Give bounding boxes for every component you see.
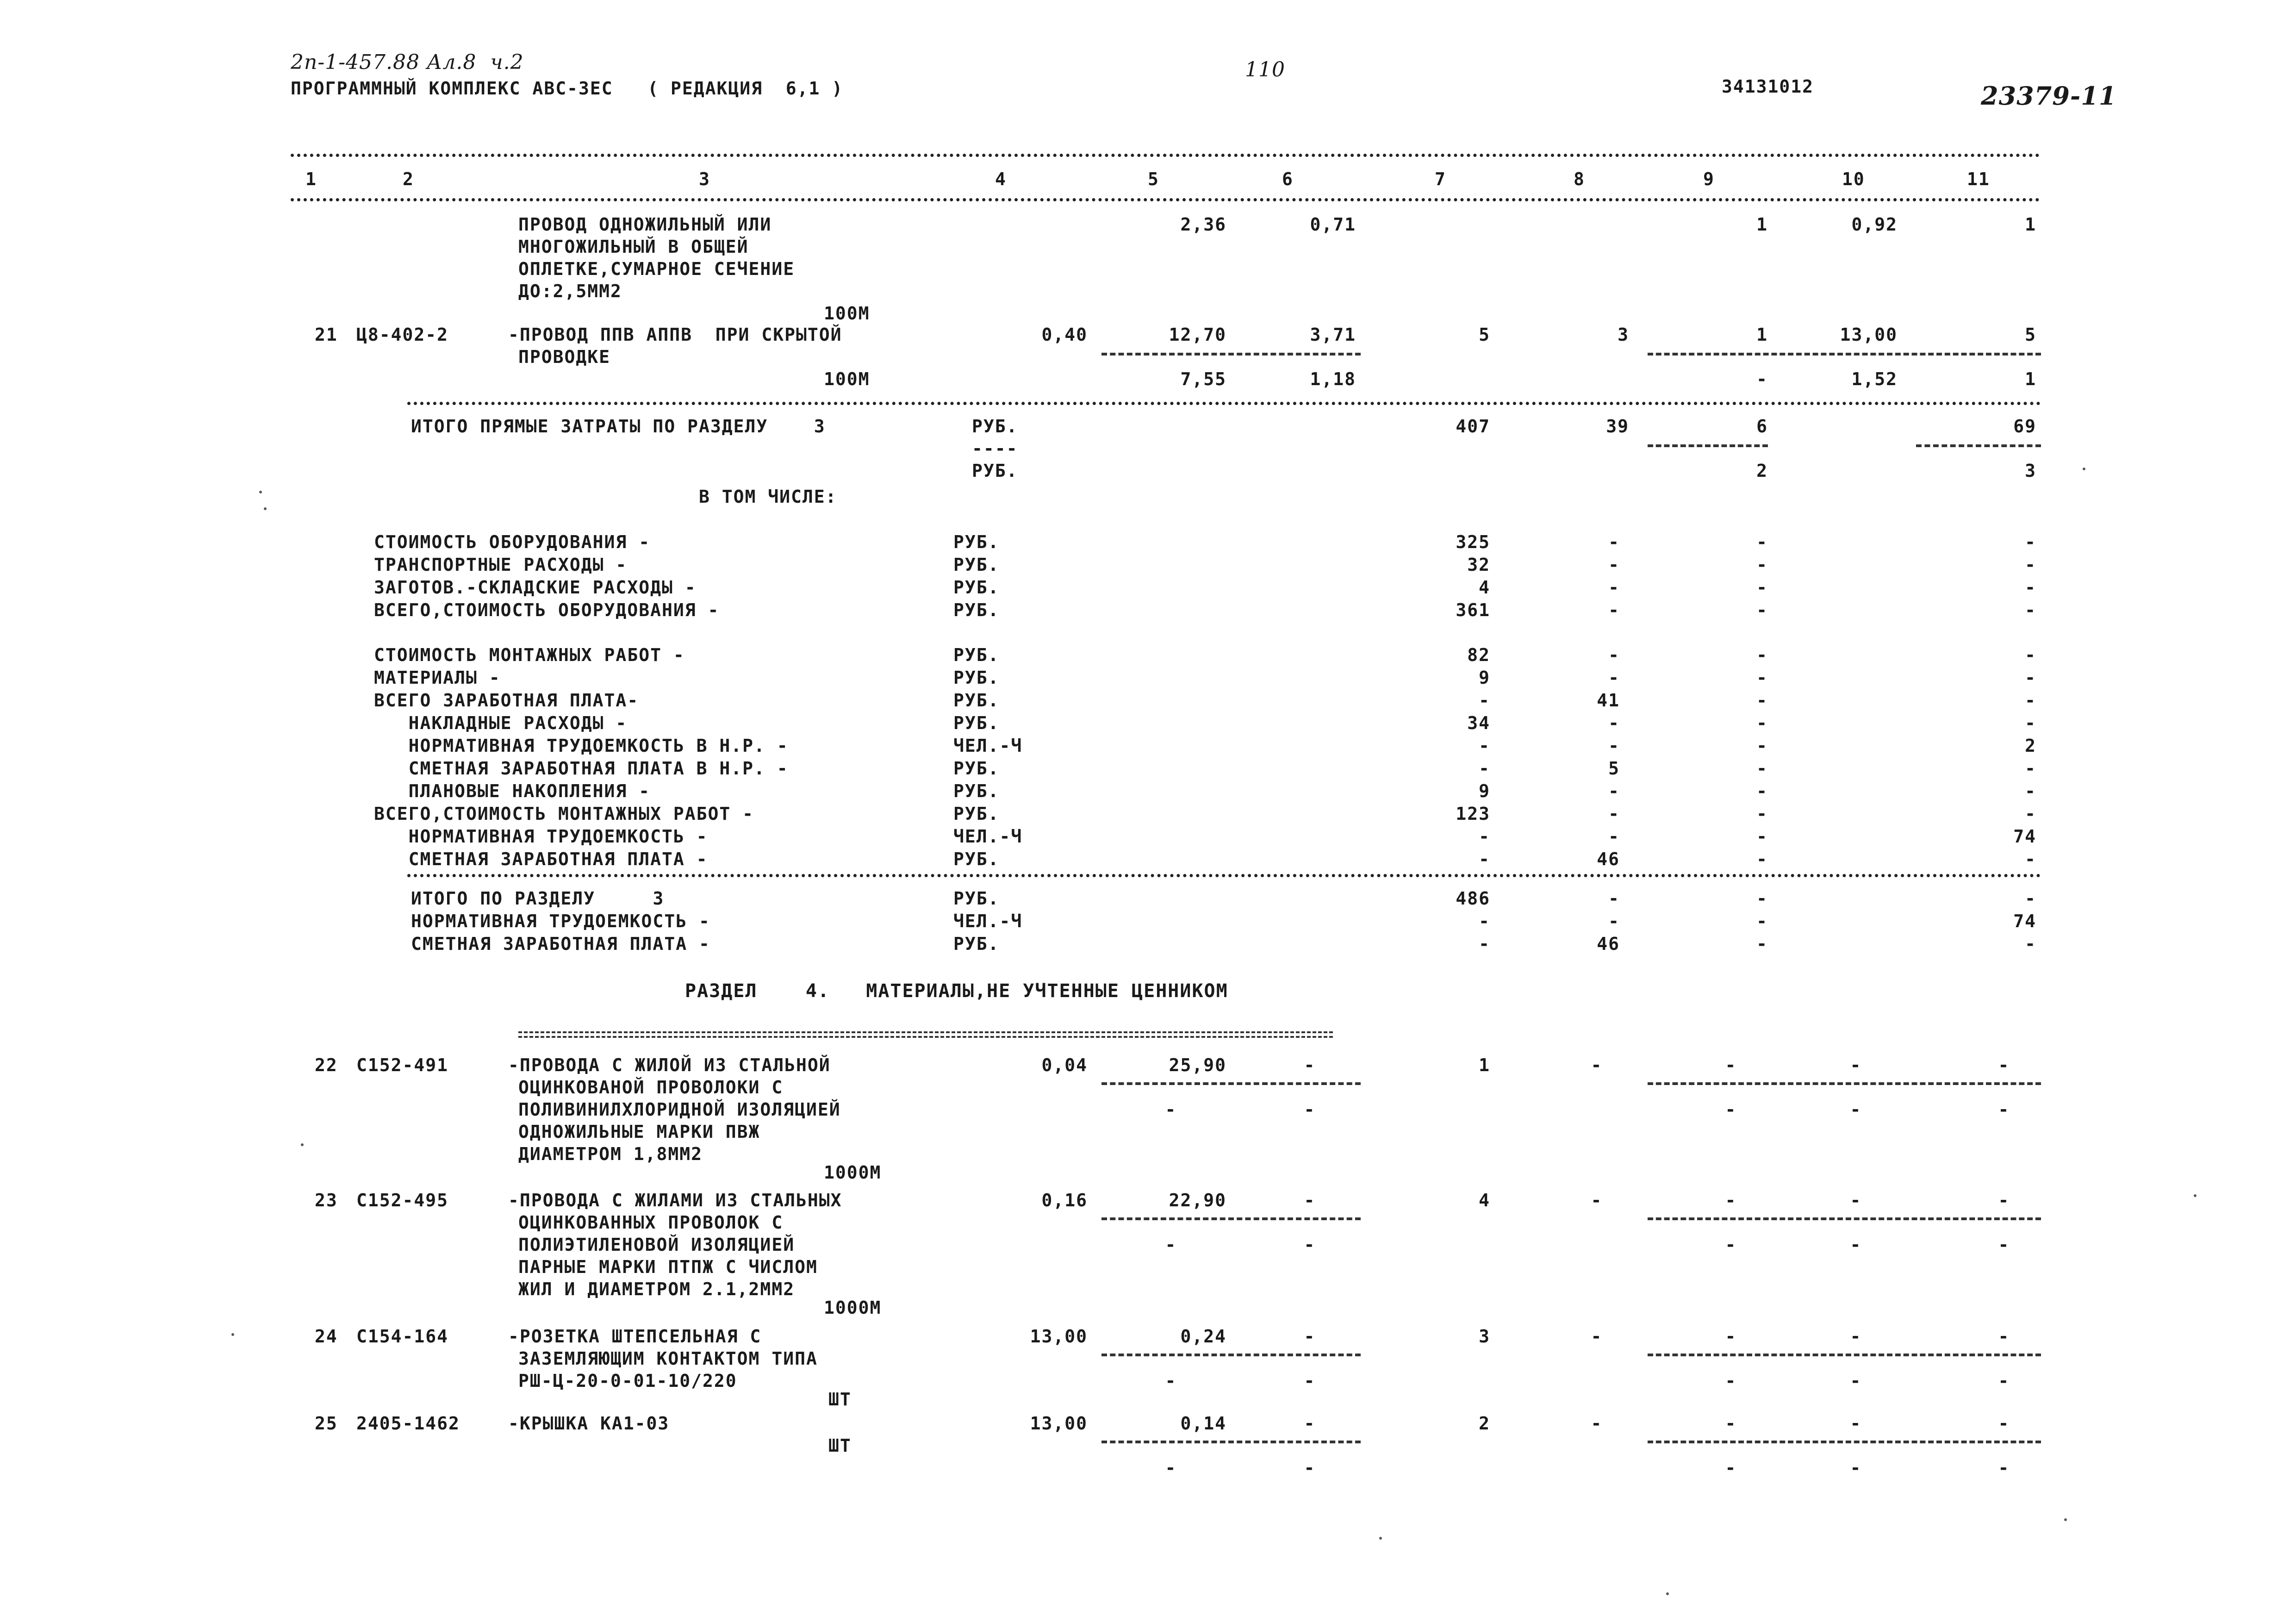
cell-col4: 0,40 [1041,324,1088,345]
summary-unit: РУБ. [953,781,1000,801]
summary-unit: ЧЕЛ.-Ч [953,911,1023,931]
cell-col11: - [1998,1326,2010,1347]
summary-unit: РУБ. [953,532,1000,552]
cell-col9: - [1756,736,1768,756]
row-number: 21 [315,324,338,345]
cell-col4: 0,04 [1041,1055,1088,1075]
cell-col5: 22,90 [1169,1190,1226,1210]
summary-unit: РУБ. [953,934,1000,954]
cell-col9: - [1756,758,1768,779]
summary-label: ВСЕГО ЗАРАБОТНАЯ ПЛАТА- [374,690,639,711]
cell-col8: 46 [1597,934,1620,954]
scan-speck [2194,1194,2196,1197]
cell-col8: - [1608,532,1620,552]
cell-col10: - [1850,1326,1862,1347]
row-number: 22 [315,1055,338,1075]
cell-col7: - [1479,758,1490,779]
cell-col8: - [1591,1326,1603,1347]
row-description: ПАРНЫЕ МАРКИ ПТПЖ С ЧИСЛОМ [518,1257,818,1277]
summary-label: СТОИМОСТЬ ОБОРУДОВАНИЯ - [374,532,651,552]
cell-col8: - [1608,600,1620,620]
row-code: Ц8-402-2 [356,324,449,345]
cell-col11: 74 [2013,911,2036,931]
cell-col6: - [1304,1413,1316,1434]
cell-col6-sub: - [1304,1371,1316,1391]
summary-label: НОРМАТИВНАЯ ТРУДОЕМКОСТЬ - [411,911,710,931]
cell-col7: - [1479,736,1490,756]
separator-line [291,198,2040,201]
cell-col5: 2,36 [1180,214,1226,235]
cell-col6: - [1304,1326,1316,1347]
cell-col10: - [1850,1413,1862,1434]
cell-col7: - [1479,911,1490,931]
cell-col5-sub: - [1165,1371,1177,1391]
cell-col11: - [1998,1055,2010,1075]
cell-col8: 5 [1608,758,1620,779]
cell-col9: - [1756,888,1768,909]
row-description: ПРОВОД ОДНОЖИЛЬНЫЙ ИЛИ [518,214,772,235]
cell-col6-sub: - [1304,1099,1316,1120]
row-description: ОПЛЕТКЕ,СУМАРНОЕ СЕЧЕНИЕ [518,259,795,279]
cell-col9: - [1756,690,1768,711]
row-description: ОДНОЖИЛЬНЫЕ МАРКИ ПВЖ [518,1122,760,1142]
separator-line [407,874,2041,877]
cell-col9-sub: - [1725,1235,1737,1255]
scan-speck [301,1143,304,1146]
cell-col7: 325 [1456,532,1490,552]
cell-col8: - [1591,1413,1603,1434]
cell-col8: - [1608,888,1620,909]
including-label: В ТОМ ЧИСЛЕ: [699,487,837,507]
cell-col7: 82 [1467,645,1490,665]
cell-col7: - [1479,826,1490,847]
cell-col8: - [1608,668,1620,688]
summary-label: СМЕТНАЯ ЗАРАБОТНАЯ ПЛАТА В Н.Р. - [374,758,789,779]
cell-col9: 1 [1756,324,1768,345]
cell-col8: - [1608,645,1620,665]
cell-col9: - [1756,555,1768,575]
cell-col11: - [1998,1413,2010,1434]
underline-dash [1916,444,2041,447]
cell-col9: - [1725,1190,1737,1210]
program-line: ПРОГРАММНЫЙ КОМПЛЕКС АВС-3ЕС ( РЕДАКЦИЯ 6,1 ) [291,78,844,99]
column-header-3: 3 [699,169,710,189]
scan-speck [264,507,267,510]
cell-col9-sub: - [1756,369,1768,389]
cell-col7: 4 [1479,577,1490,598]
row-description: ОЦИНКОВАНОЙ ПРОВОЛОКИ С [518,1077,784,1098]
cell-col9: - [1756,804,1768,824]
cell-col5-sub: 7,55 [1180,369,1226,389]
cell-col5: 0,14 [1180,1413,1226,1434]
cell-col5-sub: - [1165,1099,1177,1120]
separator-line [407,402,2041,405]
cell-col11: 1 [2025,214,2036,235]
cell-col5: 25,90 [1169,1055,1226,1075]
cell-col6: - [1304,1055,1316,1075]
cell-col6-sub: - [1304,1458,1316,1478]
cell-col11: 2 [2025,736,2036,756]
summary-unit: ЧЕЛ.-Ч [953,826,1023,847]
cell-col11: - [2025,668,2036,688]
summary-unit: РУБ. [953,555,1000,575]
cell-col9: - [1725,1413,1737,1434]
row-number: 23 [315,1190,338,1210]
cell-col11-sub: - [1998,1371,2010,1391]
row-description: ЖИЛ И ДИАМЕТРОМ 2.1,2ММ2 [518,1279,795,1299]
cell-col6-sub: 1,18 [1310,369,1356,389]
column-header-10: 10 [1842,169,1865,189]
summary-unit: РУБ. [953,804,1000,824]
page-number: 110 [1245,58,1285,81]
row-description: -ПРОВОДА С ЖИЛОЙ ИЗ СТАЛЬНОЙ [508,1055,831,1075]
cell-col11: - [2025,555,2036,575]
cell-col7: 123 [1456,804,1490,824]
column-header-4: 4 [995,169,1007,189]
cell-col6-sub: - [1304,1235,1316,1255]
summary-label: СТОИМОСТЬ МОНТАЖНЫХ РАБОТ - [374,645,685,665]
cell-col9: - [1725,1055,1737,1075]
summary-unit: РУБ. [953,758,1000,779]
separator-line [291,154,2040,157]
cell-col8: - [1608,713,1620,733]
cell-col10-sub: - [1850,1371,1862,1391]
cell-col9: - [1756,911,1768,931]
cell-col10-sub: 1,52 [1851,369,1898,389]
cell-col8: - [1608,736,1620,756]
cell-col9-sub: - [1725,1099,1737,1120]
cell-col5: 0,24 [1180,1326,1226,1347]
row-description: -ПРОВОД ППВ АППВ ПРИ СКРЫТОЙ [508,324,842,345]
summary-label: СМЕТНАЯ ЗАРАБОТНАЯ ПЛАТА - [374,849,708,869]
summary-unit: РУБ. [953,645,1000,665]
cell-col11-sub: 3 [2025,461,2036,481]
summary-unit: РУБ. [953,888,1000,909]
cell-col8: - [1608,911,1620,931]
row-description: -КРЫШКА КА1-03 [508,1413,670,1434]
scan-speck [259,491,262,493]
cell-col8: 46 [1597,849,1620,869]
cell-col11: - [2025,804,2036,824]
row-description: -ПРОВОДА С ЖИЛАМИ ИЗ СТАЛЬНЫХ [508,1190,842,1210]
cell-col7: - [1479,934,1490,954]
underline-dash [1648,444,1768,447]
summary-label: НОРМАТИВНАЯ ТРУДОЕМКОСТЬ В Н.Р. - [374,736,789,756]
column-header-2: 2 [403,169,414,189]
cell-col11-sub: - [1998,1235,2010,1255]
cell-col7: 34 [1467,713,1490,733]
cell-col9: - [1756,668,1768,688]
cell-col8: - [1608,804,1620,824]
cell-col9-sub: - [1725,1458,1737,1478]
cell-col8: - [1608,577,1620,598]
cell-col9: - [1756,645,1768,665]
summary-label: СМЕТНАЯ ЗАРАБОТНАЯ ПЛАТА - [411,934,710,954]
cell-col4: 0,16 [1041,1190,1088,1210]
cell-col8: 41 [1597,690,1620,711]
underline-dash [1648,1082,2041,1085]
summary-label: ТРАНСПОРТНЫЕ РАСХОДЫ - [374,555,628,575]
cell-col7: 5 [1479,324,1490,345]
scan-speck [231,1333,234,1336]
cell-col8: 39 [1606,416,1629,437]
summary-label: ИТОГО ПРЯМЫЕ ЗАТРАТЫ ПО РАЗДЕЛУ 3 [411,416,826,437]
underline-dash [1101,1354,1361,1356]
cell-col8: - [1608,555,1620,575]
row-description: -РОЗЕТКА ШТЕПСЕЛЬНАЯ С [508,1326,762,1347]
cell-col11: - [2025,577,2036,598]
cell-col11: - [2025,645,2036,665]
row-unit: ШТ [828,1389,852,1410]
column-header-1: 1 [305,169,317,189]
cell-col10-sub: - [1850,1458,1862,1478]
cell-col9: - [1756,577,1768,598]
cell-col9-sub: 2 [1756,461,1768,481]
document-code: 34131012 [1722,76,1814,97]
cell-col4: 13,00 [1030,1413,1088,1434]
column-header-11: 11 [1967,169,1990,189]
row-unit: 100М [824,369,870,389]
scan-speck [1666,1592,1669,1595]
summary-label: МАТЕРИАЛЫ - [374,668,501,688]
summary-label: ПЛАНОВЫЕ НАКОПЛЕНИЯ - [374,781,651,801]
cell-col9: - [1756,934,1768,954]
summary-label: ИТОГО ПО РАЗДЕЛУ 3 [411,888,665,909]
double-underline [518,1031,1333,1038]
row-code: 2405-1462 [356,1413,460,1434]
cell-col7: 2 [1479,1413,1490,1434]
summary-unit: РУБ. [953,690,1000,711]
cell-col11: 74 [2013,826,2036,847]
cell-col11: - [2025,849,2036,869]
cell-col7: 9 [1479,668,1490,688]
summary-label: ЗАГОТОВ.-СКЛАДСКИЕ РАСХОДЫ - [374,577,697,598]
row-code: С152-491 [356,1055,449,1075]
column-header-8: 8 [1574,169,1585,189]
column-header-9: 9 [1703,169,1715,189]
cell-col6: - [1304,1190,1316,1210]
cell-col9: 6 [1756,416,1768,437]
cell-col11: - [2025,713,2036,733]
row-code: С152-495 [356,1190,449,1210]
cell-col11-sub: 1 [2025,369,2036,389]
cell-col10: - [1850,1190,1862,1210]
summary-label: ВСЕГО,СТОИМОСТЬ МОНТАЖНЫХ РАБОТ - [374,804,754,824]
scan-speck [2083,468,2085,470]
cell-col11-sub: - [1998,1458,2010,1478]
cell-col11: - [2025,934,2036,954]
cell-col5-sub: - [1165,1458,1177,1478]
cell-col10: 13,00 [1840,324,1898,345]
cell-col10-sub: - [1850,1235,1862,1255]
cell-col8: 3 [1618,324,1629,345]
summary-unit: РУБ. [953,577,1000,598]
row-unit: 100М [824,303,870,324]
cell-col7: 407 [1456,416,1490,437]
cell-col8: - [1608,781,1620,801]
cell-col9: - [1756,781,1768,801]
row-unit: 1000М [824,1298,882,1318]
cell-col11: - [2025,781,2036,801]
row-unit: ШТ [828,1435,852,1456]
cell-col9-sub: - [1725,1371,1737,1391]
row-description: РШ-Ц-20-0-01-10/220 [518,1371,737,1391]
summary-unit: РУБ. [972,416,1018,437]
cell-col10: 0,92 [1851,214,1898,235]
cell-col7: 361 [1456,600,1490,620]
column-header-6: 6 [1282,169,1294,189]
underline-dash [1648,353,2041,356]
scan-speck [2064,1518,2067,1521]
summary-unit: РУБ. [972,461,1018,481]
cell-col9: - [1725,1326,1737,1347]
cell-col10: - [1850,1055,1862,1075]
underline-dash [1648,1354,2041,1356]
underline-dash [1101,1441,1361,1443]
row-description: ЗАЗЕМЛЯЮЩИМ КОНТАКТОМ ТИПА [518,1348,818,1369]
cell-col5: 12,70 [1169,324,1226,345]
column-header-5: 5 [1148,169,1159,189]
archive-number: 23379-11 [1981,81,2117,111]
row-description: МНОГОЖИЛЬНЫЙ В ОБЩЕЙ [518,237,749,257]
cell-col8: - [1608,826,1620,847]
cell-col9: - [1756,826,1768,847]
summary-unit: РУБ. [953,668,1000,688]
summary-label: НОРМАТИВНАЯ ТРУДОЕМКОСТЬ - [374,826,708,847]
cell-col11: - [2025,758,2036,779]
cell-col11: - [2025,532,2036,552]
cell-col11-sub: - [1998,1099,2010,1120]
summary-unit: РУБ. [953,600,1000,620]
cell-col7: 9 [1479,781,1490,801]
cell-col11: - [2025,690,2036,711]
row-description: ПРОВОДКЕ [518,347,611,367]
cell-col8: - [1591,1190,1603,1210]
cell-col11: - [2025,888,2036,909]
row-unit: 1000М [824,1162,882,1183]
row-description: ДИАМЕТРОМ 1,8ММ2 [518,1144,703,1164]
cell-col6: 0,71 [1310,214,1356,235]
cell-col11: - [1998,1190,2010,1210]
cell-col11: - [2025,600,2036,620]
summary-unit: ЧЕЛ.-Ч [953,736,1023,756]
row-description: ПОЛИЭТИЛЕНОВОЙ ИЗОЛЯЦИЕЙ [518,1235,795,1255]
cell-col4: 13,00 [1030,1326,1088,1347]
summary-unit: РУБ. [953,713,1000,733]
column-header-7: 7 [1435,169,1446,189]
summary-label: НАКЛАДНЫЕ РАСХОДЫ - [374,713,628,733]
underline-dash [1101,1082,1361,1085]
cell-col7: - [1479,690,1490,711]
row-number: 25 [315,1413,338,1434]
cell-col8: - [1591,1055,1603,1075]
cell-col9: - [1756,849,1768,869]
cell-col7: 3 [1479,1326,1490,1347]
underline-dash [1648,1217,2041,1220]
cell-col5-sub: - [1165,1235,1177,1255]
underline-dash [1101,1217,1361,1220]
scan-speck [1379,1537,1382,1540]
cell-col7: 486 [1456,888,1490,909]
row-number: 24 [315,1326,338,1347]
summary-label: ВСЕГО,СТОИМОСТЬ ОБОРУДОВАНИЯ - [374,600,720,620]
section-4-title: РАЗДЕЛ 4. МАТЕРИАЛЫ,НЕ УЧТЕННЫЕ ЦЕННИКОМ [685,980,1228,1002]
underline-dash [1648,1441,2041,1443]
row-description: ДО:2,5ММ2 [518,281,622,301]
underline-dash [1101,353,1361,356]
cell-col11: 5 [2025,324,2036,345]
cell-col9: - [1756,532,1768,552]
cell-col9: - [1756,713,1768,733]
row-description: ПОЛИВИНИЛХЛОРИДНОЙ ИЗОЛЯЦИЕЙ [518,1099,841,1120]
cell-col6: 3,71 [1310,324,1356,345]
handwritten-reference: 2п-1-457.88 Ал.8 ч.2 [291,50,524,74]
cell-col10-sub: - [1850,1099,1862,1120]
cell-col7: - [1479,849,1490,869]
row-description: ОЦИНКОВАННЫХ ПРОВОЛОК С [518,1212,784,1233]
cell-col11: 69 [2013,416,2036,437]
cell-col9: - [1756,600,1768,620]
cell-col7: 1 [1479,1055,1490,1075]
summary-unit-dash: ---- [972,438,1018,459]
cell-col9: 1 [1756,214,1768,235]
cell-col7: 32 [1467,555,1490,575]
cell-col7: 4 [1479,1190,1490,1210]
row-code: С154-164 [356,1326,449,1347]
summary-unit: РУБ. [953,849,1000,869]
